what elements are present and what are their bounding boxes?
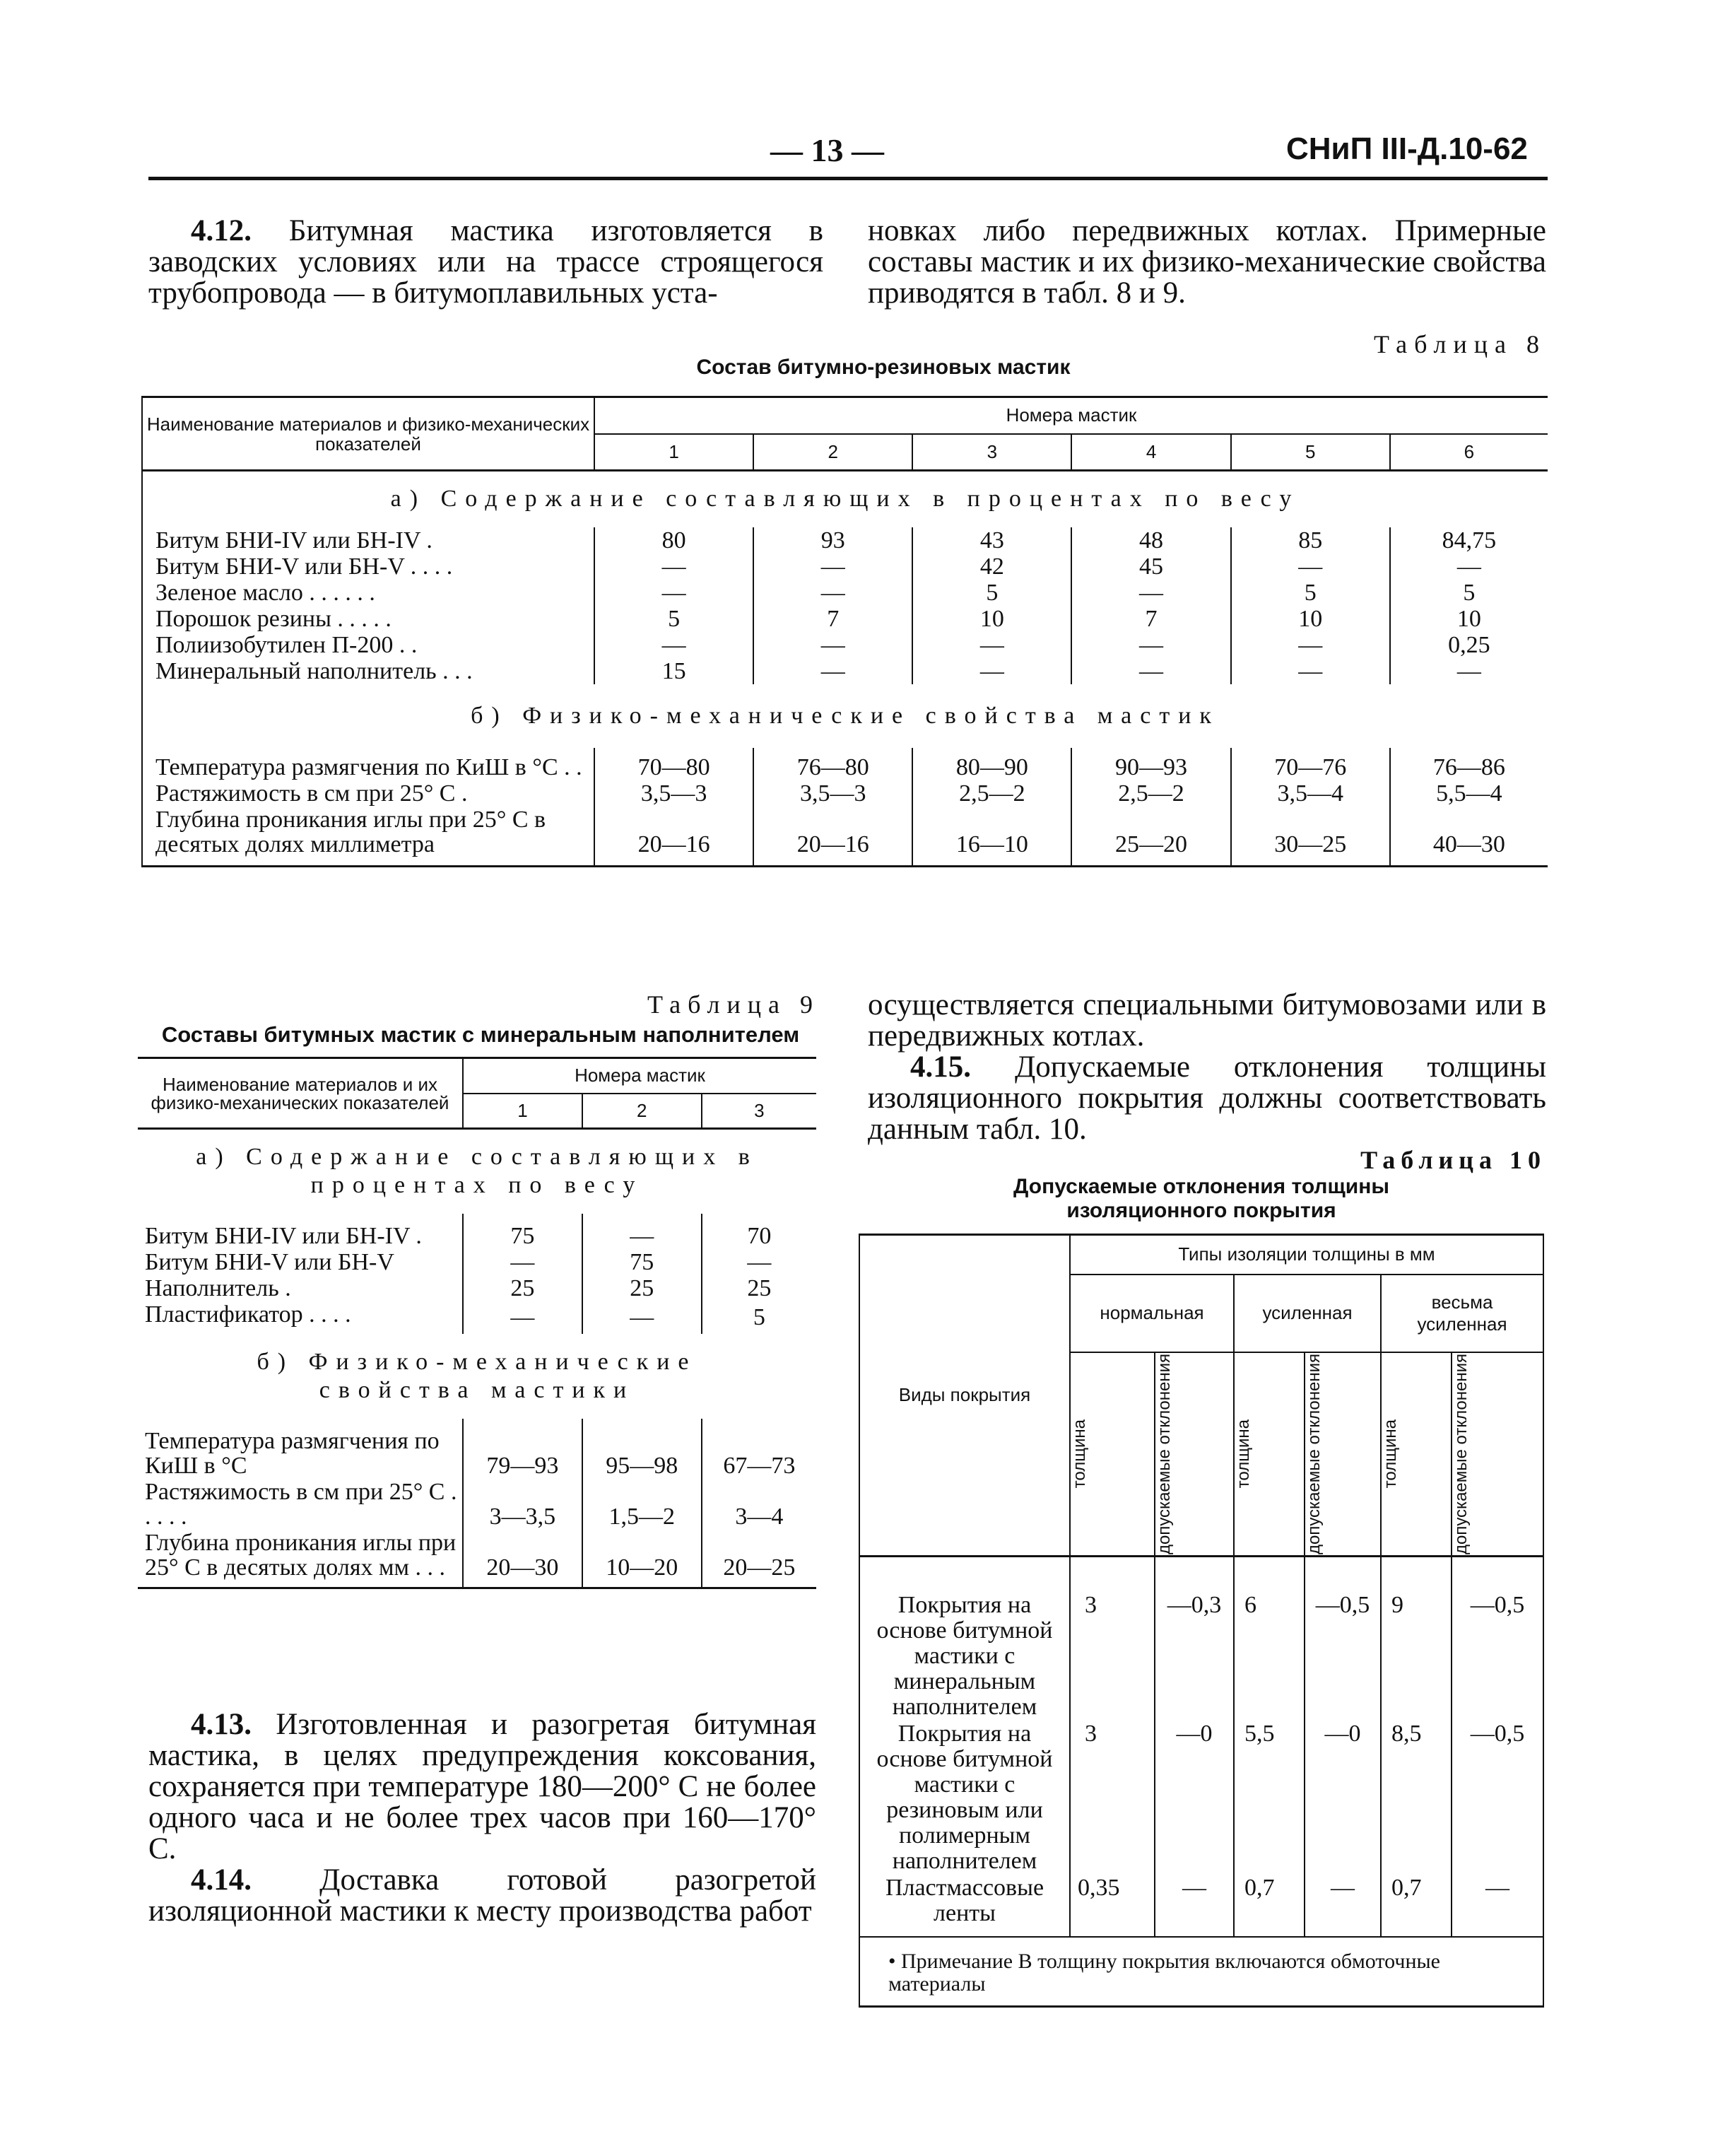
table9-head-group: Номера мастик [463,1058,816,1094]
table8-cell: 10 [912,606,1071,632]
table8-cell: 5 [1231,580,1390,606]
table8-cell: 3,5—4 [1231,780,1390,807]
table9-cell: 10—20 [582,1530,702,1588]
table8-section-a: а) Содержание составляющих в процентах по весу [142,471,1548,527]
table10-cell: 0,7 [1234,1875,1305,1937]
table9-cell: 25 [582,1275,702,1301]
table8-col: 3 [912,434,1071,471]
table10-head-group: Типы изоляции толщины в мм [1070,1235,1543,1275]
table8-title: Состав битумно-резиновых мастик [696,356,1071,379]
table8-cell: — [753,658,912,684]
header-rule [148,177,1548,180]
table8-cell: 16—10 [912,807,1071,867]
table9-cell: 1,5—2 [582,1479,702,1530]
table8-cell: — [912,632,1071,658]
table8-cell: 5 [594,606,753,632]
table8-cell: 3,5—3 [753,780,912,807]
paragraph-4-13 [148,1709,816,1865]
table8-cell: — [594,553,753,580]
table10-caption: Таблица 10 [1360,1146,1546,1174]
table10-row-label: Пластмассовые ленты [859,1875,1070,1937]
paragraph-4-14-left [148,1865,816,1927]
table9-caption: Таблица 9 [647,990,820,1019]
page-number: — 13 — [770,132,884,168]
table10-cell: 8,5 [1381,1721,1452,1875]
table8-cell: 20—16 [594,807,753,867]
standard-code: СНиП III-Д.10-62 [1286,131,1528,166]
table8-cell: 2,5—2 [912,780,1071,807]
table10-sub-label: толщина [1381,1419,1400,1489]
table8-col: 2 [753,434,912,471]
table10-cell: —0,5 [1452,1556,1543,1721]
table10-cell: — [1452,1875,1543,1937]
table10-sub-label: допускаемые отклонения [1452,1353,1471,1554]
table10-sub-deviation [1452,1352,1543,1557]
table10-cell: 0,7 [1381,1875,1452,1937]
table10-sub-deviation [1155,1352,1234,1557]
table8-col: 6 [1464,440,1475,462]
table10-cell: — [1305,1875,1381,1937]
table8-cell: 80—90 [912,748,1071,780]
table10-sub-label: допускаемые отклонения [1305,1353,1324,1554]
table8-cell: 85 [1231,527,1390,553]
table8-cell: 7 [753,606,912,632]
table9-row-label: Битум БНИ-V или БН-V [138,1249,463,1275]
table10-sub-thickness [1234,1352,1305,1557]
table10-row-label: Покрытия на основе битумной мастики с резиновым или полимерным наполнителем [859,1721,1070,1875]
paragraph-text: Битумная мастика изготовляется в заводских условиях или на трассе строящегося трубопровода — в битумоплавильных уста- [148,214,823,310]
table9-section-a: а) Содержание составляющих в процентах по весу [196,1144,758,1199]
table9-row-label: Наполнитель . [138,1275,463,1301]
table10-cell: —0,3 [1155,1556,1234,1721]
table8-cell: 7 [1071,606,1230,632]
table9-cell: 75 [463,1214,582,1249]
table8-cell: — [1231,553,1390,580]
table8-cell: 5 [1463,579,1476,606]
paragraph-number: 4.14. [191,1863,252,1897]
table8-row-label: Порошок резины . . . . . [142,606,594,632]
table8-cell: — [1071,632,1230,658]
table9-cell: 70 [747,1222,772,1249]
paragraph-text: Изготовленная и разогретая битумная мастика, в целях предупреждения коксования, сохраняется при температуре 180—200° С не более одного часа и не более трех часов при 160—170° С. [148,1708,817,1865]
table8-row-label: Глубина проникания иглы при 25° С в десятых долях миллиметра [142,807,594,867]
table8-cell: 5 [912,580,1071,606]
table8-cell: 70—80 [594,748,753,780]
table9 [138,1057,816,1589]
table8-cell: 5,5—4 [1436,780,1502,807]
table8-cell: 76—86 [1432,754,1505,780]
table8-cell: 30—25 [1231,807,1390,867]
table9-cell: 25 [747,1275,772,1301]
table10-row-label: Покрытия на основе битумной мастики с минеральным наполнителем [859,1556,1070,1721]
paragraph-4-12-left [148,216,823,309]
table9-col: 2 [582,1094,702,1129]
table8-row-label: Битум БНИ-IV или БН-IV . [142,527,594,553]
table8-cell: — [1071,658,1230,684]
table9-row-label: Температура размягчения по КиШ в °С [138,1419,463,1479]
table8-cell: 84,75 [1442,527,1497,553]
table9-title: Составы битумных мастик с минеральным наполнителем [161,1022,800,1047]
table8-col: 5 [1231,434,1390,471]
table8-cell: 20—16 [753,807,912,867]
table8-cell: — [1231,658,1390,684]
table8-col: 4 [1071,434,1230,471]
table8-cell: 48 [1071,527,1230,553]
table8-cell: 3,5—3 [594,780,753,807]
table9-cell: 67—73 [723,1452,796,1479]
table9-cell: — [582,1301,702,1334]
table9-section-b: б) Физико-механические свойства мастики [257,1348,697,1403]
table10-group-reinforced: усиленная [1234,1275,1381,1352]
table8-cell: — [1456,553,1481,580]
table8-row-label: Минеральный наполнитель . . . [142,658,594,684]
table8-row-label: Температура размягчения по КиШ в °С . . [142,748,594,780]
table8-section-b: б) Физико-механические свойства мастик [142,684,1548,748]
table9-cell: 95—98 [582,1419,702,1479]
table10-group-very-reinforced: весьма усиленная [1381,1275,1543,1352]
table8-cell: — [594,580,753,606]
table8-head-name: Наименование материалов и физико-механических показателей [142,397,594,471]
table8 [141,396,1548,867]
table10-head-kind: Виды покрытия [859,1235,1070,1557]
table8-cell: — [753,580,912,606]
table8-cell: 10 [1231,606,1390,632]
table8-row-label: Зеленое масло . . . . . . [142,580,594,606]
table8-cell: 2,5—2 [1071,780,1230,807]
table8-cell: — [594,632,753,658]
table9-cell: 75 [582,1249,702,1275]
table8-cell: 42 [912,553,1071,580]
table10 [859,1234,1544,2008]
table9-cell: 20—25 [723,1554,796,1581]
table10-sub-label: допускаемые отклонения [1155,1353,1174,1554]
table8-cell: 43 [912,527,1071,553]
table8-cell: 80 [594,527,753,553]
table10-sub-thickness [1381,1352,1452,1557]
table8-cell: 40—30 [1432,831,1505,857]
paragraph-text: новках либо передвижных котлах. Примерные составы мастик и их физико-механические свойства приводятся в табл. 8 и 9. [868,214,1546,310]
table9-cell: 3—3,5 [463,1479,582,1530]
paragraph-number: 4.13. [191,1708,252,1741]
table8-caption: Таблица 8 [1374,330,1546,358]
paragraph-4-15 [868,1052,1546,1145]
table8-cell: 70—76 [1231,748,1390,780]
paragraph-text: Допускаемые отклонения толщины изоляционного покрытия должны соответствовать данным табл. 10. [868,1050,1546,1146]
table8-cell: — [912,658,1071,684]
table10-cell: —0 [1155,1721,1234,1875]
table9-col: 1 [463,1094,582,1129]
table8-cell: 15 [594,658,753,684]
table10-sub-thickness [1070,1352,1155,1557]
table9-head-name: Наименование материалов и их физико-механических показателей [138,1058,463,1129]
table9-cell: — [463,1249,582,1275]
table10-cell: 3 [1070,1556,1155,1721]
table10-sub-deviation [1305,1352,1381,1557]
table9-row-label: Растяжимость в см при 25° С . . . . . [138,1479,463,1530]
table9-cell: 5 [753,1304,765,1330]
paragraph-4-12-right [868,216,1546,309]
table9-row-label: Битум БНИ-IV или БН-IV . [138,1214,463,1249]
table8-cell: 76—80 [753,748,912,780]
table9-cell: — [463,1301,582,1334]
table8-cell: — [753,553,912,580]
table8-cell: 45 [1071,553,1230,580]
table10-cell: 9 [1381,1556,1452,1721]
table10-cell: 5,5 [1234,1721,1305,1875]
table8-cell: 90—93 [1071,748,1230,780]
table8-head-group: Номера мастик [594,397,1548,434]
table10-cell: 6 [1234,1556,1305,1721]
table8-col: 1 [594,434,753,471]
table8-cell: 93 [753,527,912,553]
table10-title: Допускаемые отклонения толщины изоляционного покрытия [1013,1175,1389,1222]
table9-cell: 79—93 [463,1419,582,1479]
table9-cell: 25 [463,1275,582,1301]
table9-row-label: Глубина проникания иглы при 25° С в десятых долях мм . . . [138,1530,463,1588]
table9-row-label: Пластификатор . . . . [138,1301,463,1334]
table8-row-label: Полиизобутилен П-200 . . [142,632,594,658]
table8-cell: — [753,632,912,658]
paragraph-text: Доставка готовой разогретой изоляционной мастики к месту производства работ [148,1863,816,1928]
table10-cell: 0,35 [1070,1875,1155,1937]
table8-cell: 10 [1456,605,1481,632]
table8-cell: — [1231,632,1390,658]
table8-cell: 25—20 [1071,807,1230,867]
paragraph-text: осуществляется специальными битумовозами или в передвижных котлах. [868,988,1546,1053]
table10-cell: — [1155,1875,1234,1937]
table9-cell: — [747,1248,772,1275]
paragraph-number: 4.12. [191,214,252,247]
table10-cell: —0,5 [1452,1721,1543,1875]
table10-sub-label: толщина [1070,1419,1089,1489]
table8-row-label: Растяжимость в см при 25° С . [142,780,594,807]
table9-col: 3 [754,1099,765,1121]
table8-row-label: Битум БНИ-V или БН-V . . . . [142,553,594,580]
table9-cell: 3—4 [735,1503,784,1530]
table8-cell: — [1071,580,1230,606]
table10-group-normal: нормальная [1070,1275,1234,1352]
table9-cell: 20—30 [463,1530,582,1588]
table10-sub-label: толщина [1234,1419,1253,1489]
table10-note: • Примечание В толщину покрытия включаются обмоточные материалы [859,1937,1543,2007]
table9-cell: — [582,1214,702,1249]
table10-cell: 3 [1070,1721,1155,1875]
paragraph-4-14-right [868,990,1546,1052]
table8-cell: — [1456,657,1481,684]
table10-cell: —0 [1305,1721,1381,1875]
table10-cell: —0,5 [1305,1556,1381,1721]
table8-cell: 0,25 [1448,631,1490,658]
paragraph-number: 4.15. [910,1050,971,1084]
